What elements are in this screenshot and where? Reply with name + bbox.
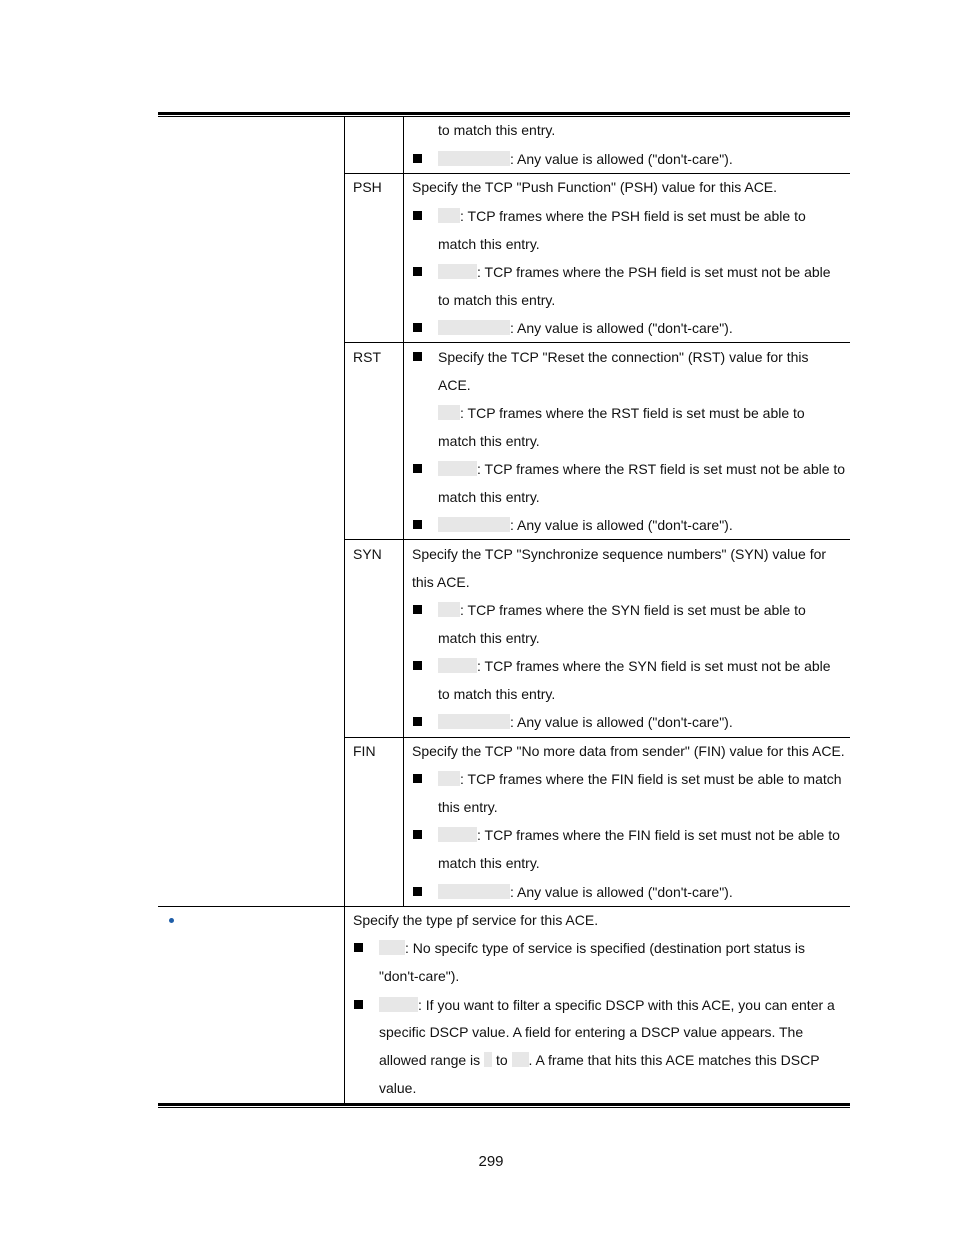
value-placeholder bbox=[438, 151, 510, 166]
list-item: : TCP frames where the PSH field is set must be able to bbox=[438, 207, 806, 225]
value-placeholder bbox=[438, 658, 477, 673]
square-bullet-icon bbox=[354, 1000, 363, 1009]
value-placeholder bbox=[438, 714, 510, 729]
square-bullet-icon bbox=[413, 661, 422, 670]
list-item: : TCP frames where the PSH field is set must not be able bbox=[438, 263, 831, 281]
page-number: 299 bbox=[478, 1153, 504, 1170]
flag-description: Specify the TCP "Push Function" (PSH) value for this ACE. bbox=[412, 179, 778, 195]
list-item: : TCP frames where the RST field is set must be able to bbox=[438, 404, 805, 422]
row-divider bbox=[344, 737, 850, 738]
list-item-continuation: match this entry. bbox=[438, 855, 540, 871]
list-item-continuation: specific DSCP value. A field for entering a DSCP value appears. The bbox=[379, 1024, 804, 1040]
list-item-continuation: this entry. bbox=[438, 799, 498, 815]
list-item: : No specifc type of service is specified (destination port status is bbox=[379, 939, 805, 957]
value-placeholder bbox=[438, 771, 460, 786]
flag-name-rst: RST bbox=[353, 349, 381, 365]
column-divider-1 bbox=[344, 117, 345, 1104]
list-item: : TCP frames where the FIN field is set must not be able to bbox=[438, 826, 840, 844]
square-bullet-icon bbox=[354, 943, 363, 952]
value-placeholder bbox=[438, 517, 510, 532]
value-placeholder bbox=[438, 461, 477, 476]
table-top-rule-thin bbox=[158, 116, 850, 117]
table-bottom-rule bbox=[158, 1103, 850, 1106]
list-item: : Any value is allowed ("don't-care"). bbox=[438, 516, 733, 534]
list-item-continuation: match this entry. bbox=[438, 433, 540, 449]
column-divider-2 bbox=[403, 117, 404, 906]
value-placeholder bbox=[438, 405, 460, 420]
square-bullet-icon bbox=[413, 154, 422, 163]
value-placeholder bbox=[512, 1052, 529, 1067]
value-placeholder bbox=[438, 884, 510, 899]
square-bullet-icon bbox=[413, 211, 422, 220]
list-item-continuation: match this entry. bbox=[438, 630, 540, 646]
row-divider bbox=[344, 539, 850, 540]
flag-description: Specify the TCP "Synchronize sequence numbers" (SYN) value for bbox=[412, 546, 827, 562]
list-item: : TCP frames where the RST field is set must not be able to bbox=[438, 460, 845, 478]
table-bottom-rule-thin bbox=[158, 1107, 850, 1108]
value-placeholder bbox=[484, 1052, 492, 1067]
row-divider bbox=[344, 173, 850, 174]
list-item: : Any value is allowed ("don't-care"). bbox=[438, 319, 733, 337]
square-bullet-icon bbox=[413, 352, 422, 361]
flag-name-fin: FIN bbox=[353, 743, 376, 759]
value-placeholder bbox=[438, 264, 477, 279]
list-item-continuation: match this entry. bbox=[438, 489, 540, 505]
square-bullet-icon bbox=[413, 774, 422, 783]
list-item: : Any value is allowed ("don't-care"). bbox=[438, 883, 733, 901]
flag-description: this ACE. bbox=[412, 574, 470, 590]
flag-description: Specify the TCP "No more data from sender" (FIN) value for this ACE. bbox=[412, 743, 845, 759]
value-placeholder bbox=[438, 320, 510, 335]
cell-text: to match this entry. bbox=[438, 122, 556, 138]
row-divider bbox=[158, 906, 850, 907]
value-placeholder bbox=[379, 997, 418, 1012]
list-item-continuation: to match this entry. bbox=[438, 292, 556, 308]
row-divider bbox=[344, 342, 850, 343]
round-bullet-icon bbox=[169, 918, 174, 923]
value-placeholder bbox=[438, 602, 460, 617]
flag-description: ACE. bbox=[438, 377, 471, 393]
tos-description: Specify the type pf service for this ACE. bbox=[353, 912, 599, 928]
list-item: : Any value is allowed ("don't-care"). bbox=[438, 150, 733, 168]
flag-description: Specify the TCP "Reset the connection" (RST) value for this bbox=[438, 349, 809, 365]
square-bullet-icon bbox=[413, 717, 422, 726]
value-placeholder bbox=[438, 208, 460, 223]
list-item: : TCP frames where the FIN field is set must be able to match bbox=[438, 770, 842, 788]
list-item: : TCP frames where the SYN field is set must be able to bbox=[438, 601, 806, 619]
square-bullet-icon bbox=[413, 267, 422, 276]
list-item: : Any value is allowed ("don't-care"). bbox=[438, 713, 733, 731]
table-top-rule bbox=[158, 112, 850, 115]
square-bullet-icon bbox=[413, 887, 422, 896]
list-item-continuation: value. bbox=[379, 1080, 417, 1096]
flag-name-psh: PSH bbox=[353, 179, 382, 195]
list-item: : If you want to filter a specific DSCP with this ACE, you can enter a bbox=[379, 996, 835, 1014]
square-bullet-icon bbox=[413, 323, 422, 332]
list-item-continuation: to match this entry. bbox=[438, 686, 556, 702]
list-item-continuation: match this entry. bbox=[438, 236, 540, 252]
square-bullet-icon bbox=[413, 830, 422, 839]
square-bullet-icon bbox=[413, 520, 422, 529]
flag-name-syn: SYN bbox=[353, 546, 382, 562]
value-placeholder bbox=[438, 827, 477, 842]
value-placeholder bbox=[379, 940, 405, 955]
square-bullet-icon bbox=[413, 464, 422, 473]
list-item: : TCP frames where the SYN field is set must not be able bbox=[438, 657, 831, 675]
list-item-continuation: allowed range is to . A frame that hits this ACE matches this DSCP bbox=[379, 1052, 820, 1068]
square-bullet-icon bbox=[413, 605, 422, 614]
list-item-continuation: "don't-care"). bbox=[379, 968, 460, 984]
